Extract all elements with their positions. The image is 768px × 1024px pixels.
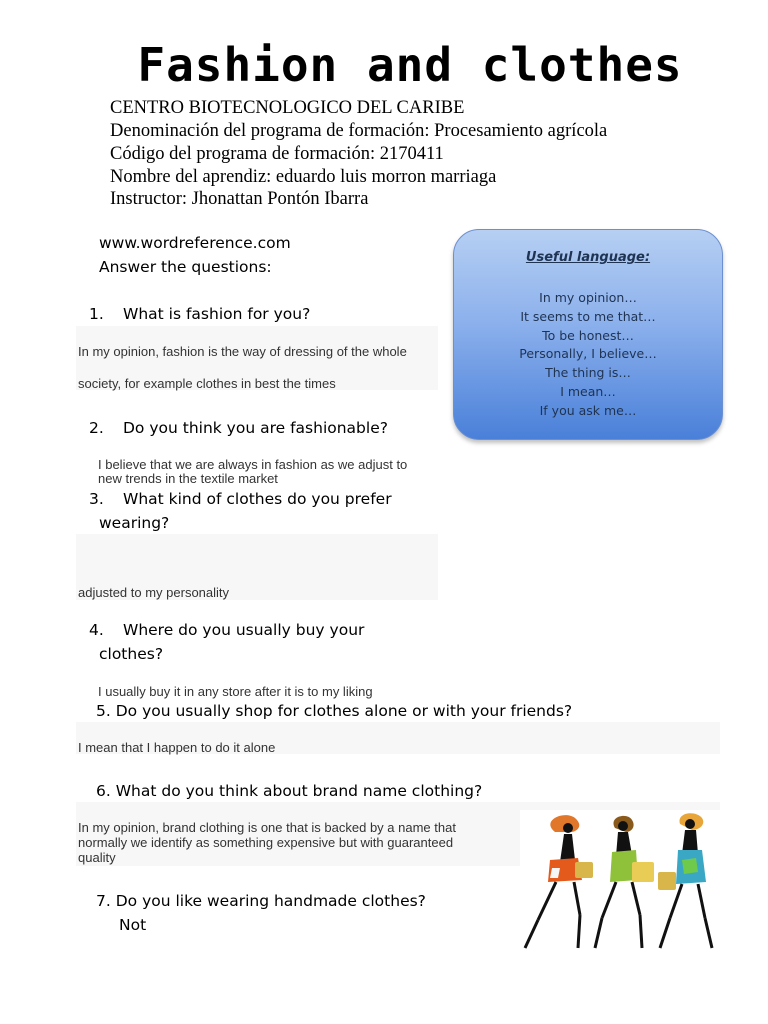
answer-6-line-1: In my opinion, brand clothing is one that is backed by a name that [78, 820, 456, 835]
question-text-line-1: What kind of clothes do you prefer [123, 490, 392, 508]
instruction-text: Answer the questions: [99, 258, 272, 276]
useful-language-box [453, 229, 723, 440]
program-name: Denominación del programa de formación: Procesamiento agrícola [110, 121, 608, 141]
instructor-name: Instructor: Jhonattan Pontón Ibarra [110, 189, 369, 209]
useful-phrase: Personally, I believe… [519, 346, 657, 362]
question-number: 6. [96, 782, 111, 800]
question-number: 5. [96, 702, 111, 720]
apprentice-name: Nombre del aprendiz: eduardo luis morron marriaga [110, 167, 497, 187]
program-code: Código del programa de formación: 2170411 [110, 144, 444, 164]
question-text: Do you like wearing handmade clothes? [115, 892, 426, 910]
useful-phrase: The thing is… [545, 365, 631, 381]
question-text: What do you think about brand name clothing? [115, 782, 483, 800]
useful-phrase: It seems to me that… [520, 308, 656, 324]
useful-language-list [454, 289, 722, 421]
question-2 [89, 419, 388, 437]
question-text: Do you think you are fashionable? [123, 419, 388, 437]
answer-1-line-1: In my opinion, fashion is the way of dressing of the whole [78, 344, 407, 359]
question-4 [89, 621, 364, 639]
institution-name: CENTRO BIOTECNOLOGICO DEL CARIBE [110, 98, 465, 118]
answer-6-line-2: normally we identify as something expensive but with guaranteed [78, 835, 454, 850]
question-7 [96, 892, 426, 910]
answer-4: I usually buy it in any store after it is to my liking [98, 684, 373, 699]
question-5 [96, 702, 572, 720]
question-text-line-1: Where do you usually buy your [123, 621, 365, 639]
website-link[interactable]: www.wordreference.com [99, 234, 291, 252]
question-number: 3. [89, 490, 104, 508]
question-number: 4. [89, 621, 104, 639]
question-number: 1. [89, 305, 104, 323]
shopping-women-illustration [520, 810, 720, 955]
question-3 [89, 490, 392, 508]
answer-5: I mean that I happen to do it alone [78, 740, 276, 755]
question-number: 2. [89, 419, 104, 437]
answer-3: adjusted to my personality [78, 585, 230, 600]
answer-1-line-2: society, for example clothes in best the times [78, 376, 336, 391]
answer-2-line-1: I believe that we are always in fashion as we adjust to [98, 457, 408, 472]
useful-phrase: I mean… [560, 383, 616, 399]
question-text: What is fashion for you? [123, 305, 311, 323]
useful-phrase: To be honest… [542, 327, 634, 343]
useful-language-title: Useful language: [525, 250, 651, 265]
question-number: 7. [96, 892, 111, 910]
question-6 [96, 782, 482, 800]
answer-6-line-3: quality [78, 850, 116, 865]
useful-phrase: In my opinion… [539, 290, 637, 305]
question-text: Do you usually shop for clothes alone or with your friends? [115, 702, 573, 720]
question-4-line-2: clothes? [99, 645, 164, 663]
question-1 [89, 305, 310, 323]
answer-2-line-2: new trends in the textile market [98, 471, 278, 486]
page-title: Fashion and clothes [137, 38, 683, 92]
useful-phrase: If you ask me… [539, 402, 637, 418]
answer-7: Not [119, 916, 147, 934]
question-3-line-2: wearing? [99, 514, 170, 532]
